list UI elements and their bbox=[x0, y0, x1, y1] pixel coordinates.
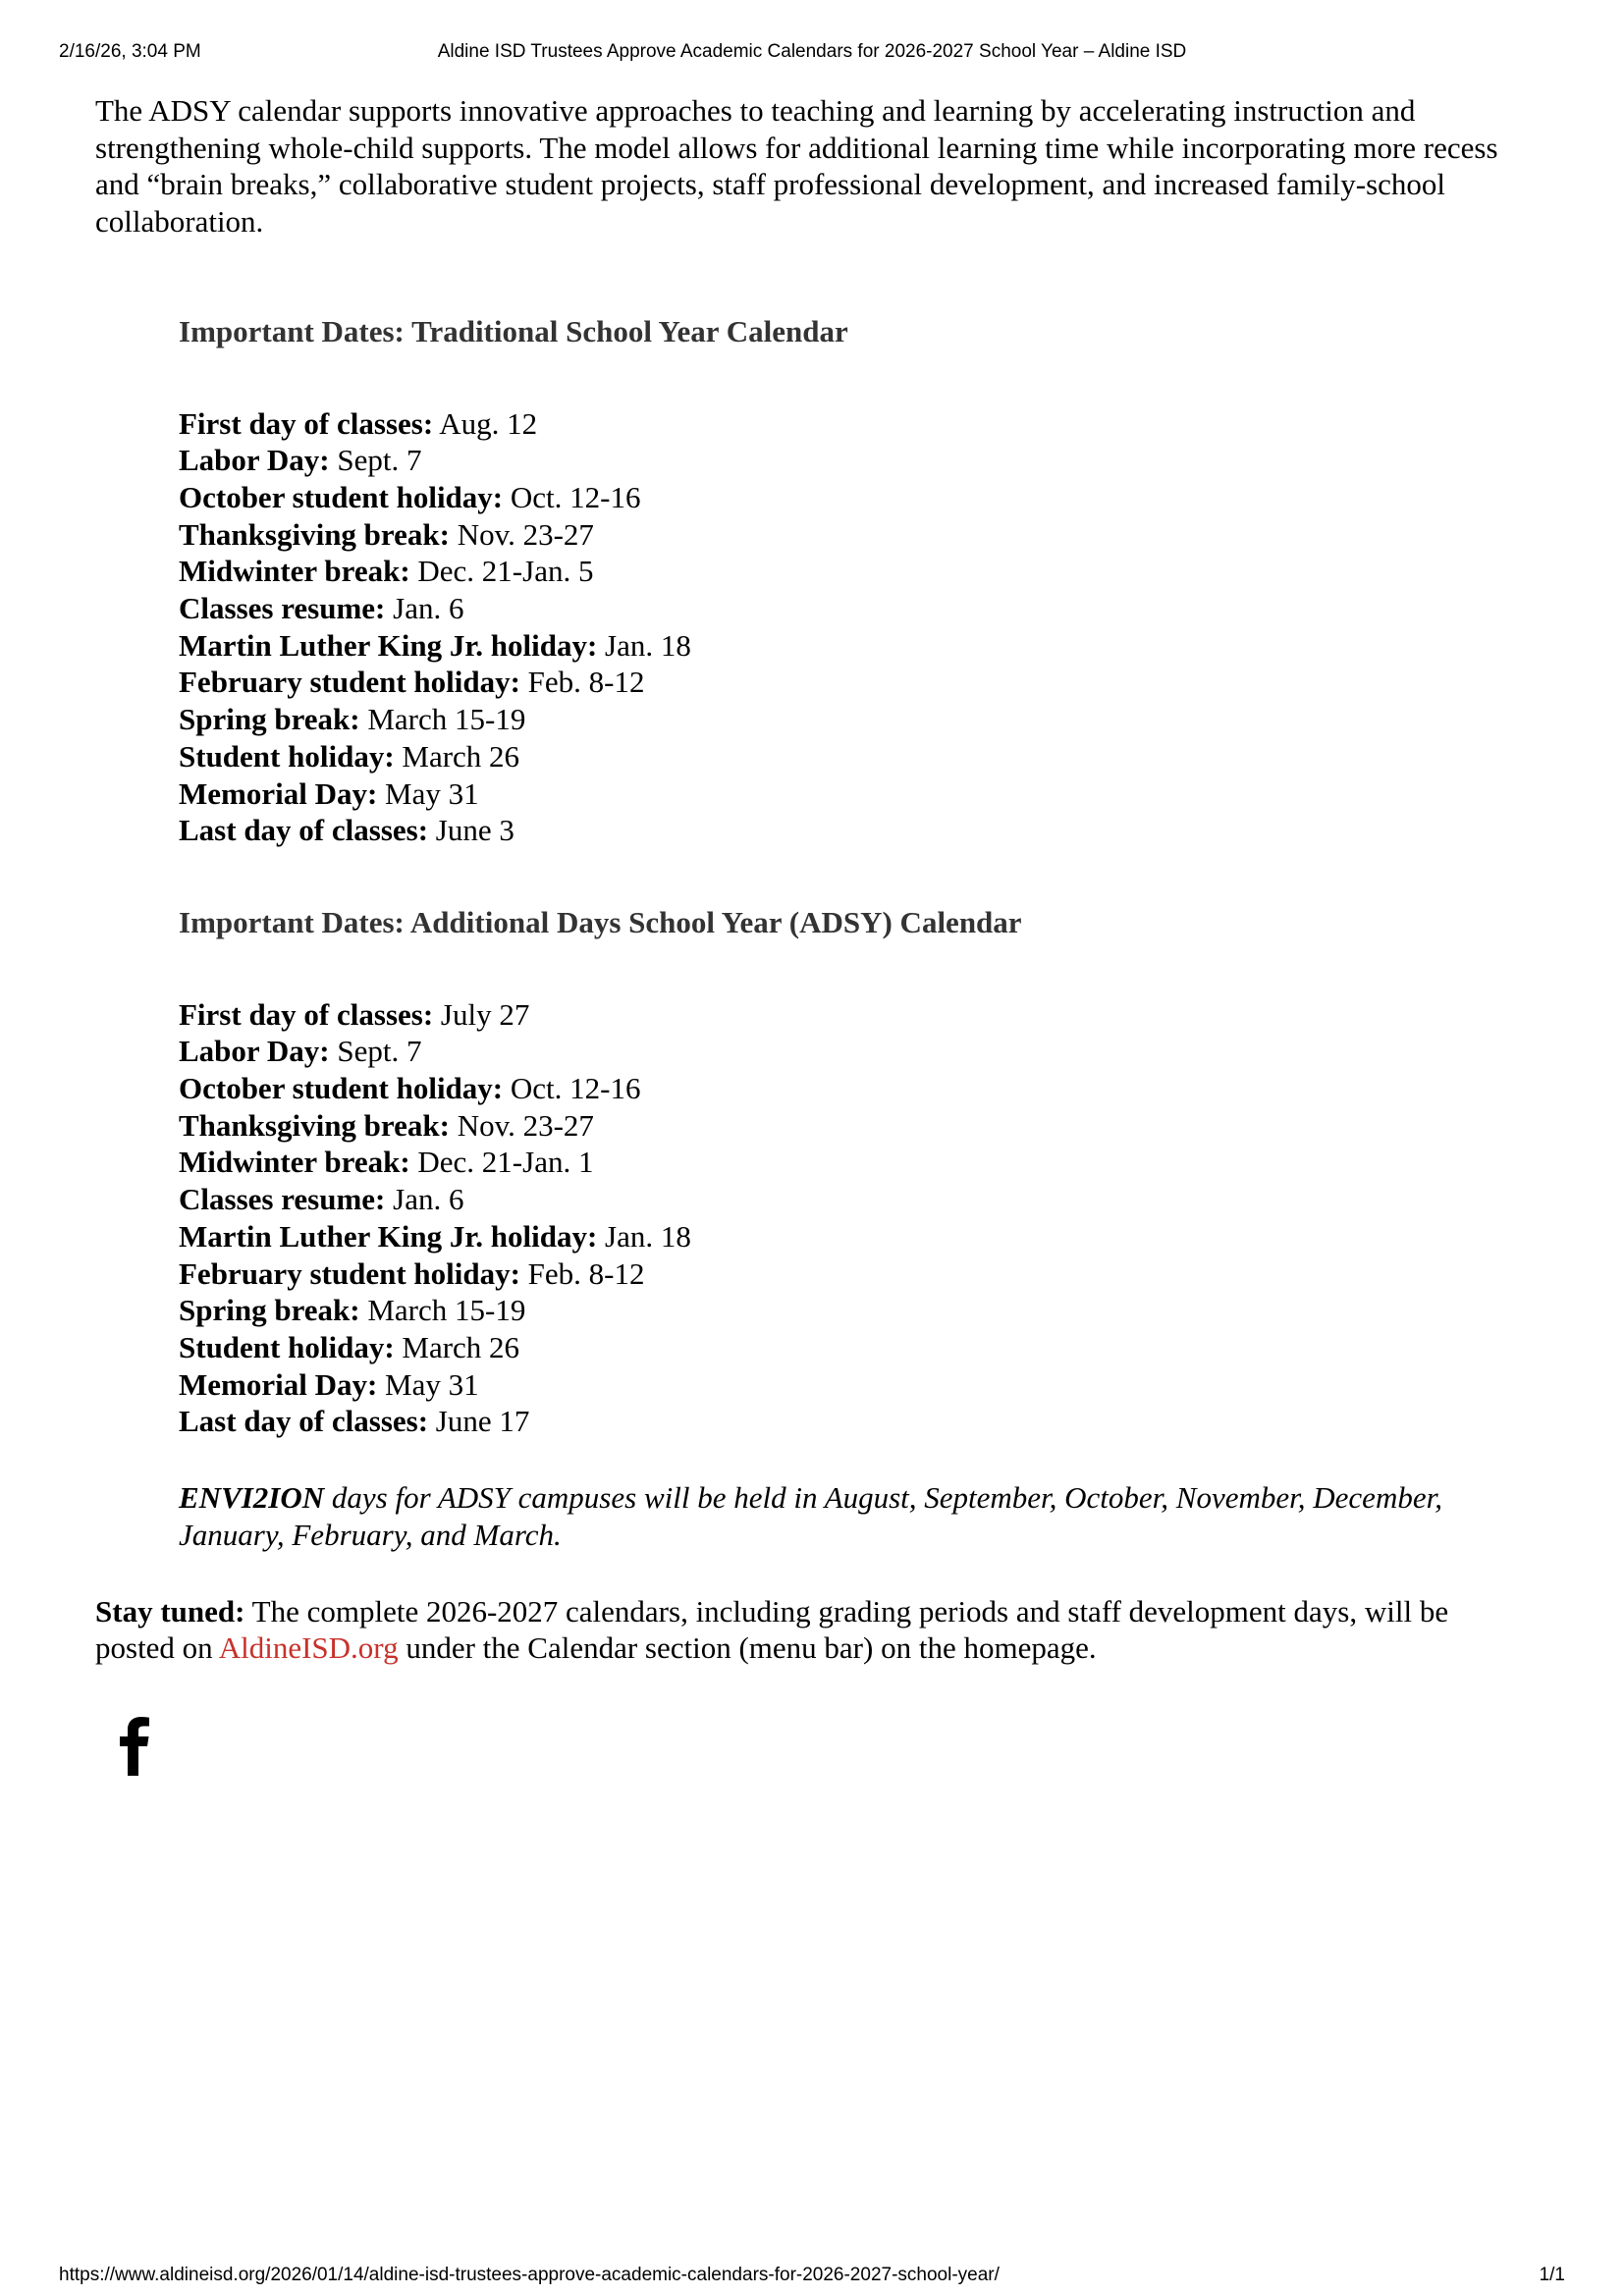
traditional-calendar-section bbox=[179, 313, 1529, 849]
date-item bbox=[179, 1366, 1529, 1404]
date-label: Labor Day: bbox=[179, 1034, 330, 1069]
date-item bbox=[179, 1033, 1529, 1070]
date-value: March 15-19 bbox=[359, 702, 526, 737]
adsy-dates-list bbox=[179, 996, 1529, 1440]
adsy-calendar-heading: Important Dates: Additional Days School Year (ADSY) Calendar bbox=[179, 904, 1022, 939]
stay-tuned-text-after: under the Calendar section (menu bar) on the homepage. bbox=[398, 1630, 1097, 1666]
date-item bbox=[179, 590, 1529, 627]
envision-text: days for ADSY campuses will be held in August, September, October, November, December, January, February, and March. bbox=[179, 1480, 1442, 1552]
date-label: October student holiday: bbox=[179, 479, 504, 514]
date-label: Classes resume: bbox=[179, 1182, 386, 1217]
print-page-number: 1/1 bbox=[1539, 2265, 1565, 2285]
date-item bbox=[179, 627, 1529, 665]
date-label: Memorial Day: bbox=[179, 1366, 378, 1402]
date-label: Midwinter break: bbox=[179, 554, 410, 589]
date-label: First day of classes: bbox=[179, 405, 434, 441]
date-item bbox=[179, 996, 1529, 1034]
date-value: Feb. 8-12 bbox=[519, 1255, 645, 1291]
date-label: Spring break: bbox=[179, 1293, 360, 1328]
date-label: Memorial Day: bbox=[179, 775, 378, 811]
date-value: May 31 bbox=[377, 775, 479, 811]
date-item bbox=[179, 1181, 1529, 1218]
aldineisd-link[interactable]: AldineISD.org bbox=[218, 1630, 399, 1666]
date-value: Sept. 7 bbox=[329, 443, 422, 478]
print-url: https://www.aldineisd.org/2026/01/14/aldine-isd-trustees-approve-academic-calendars-for-2026-2027-school-year/ bbox=[59, 2265, 1000, 2285]
date-value: June 3 bbox=[428, 813, 514, 848]
date-value: Jan. 6 bbox=[385, 1182, 464, 1217]
date-item bbox=[179, 1144, 1529, 1181]
date-item bbox=[179, 1255, 1529, 1293]
facebook-share-link[interactable] bbox=[116, 1717, 155, 1776]
date-value: Feb. 8-12 bbox=[519, 665, 645, 700]
date-value: Aug. 12 bbox=[433, 405, 538, 441]
date-value: Sept. 7 bbox=[329, 1034, 422, 1069]
stay-tuned-label: Stay tuned: bbox=[95, 1593, 245, 1629]
date-label: Classes resume: bbox=[179, 591, 386, 626]
traditional-dates-list bbox=[179, 405, 1529, 849]
date-item bbox=[179, 1403, 1529, 1440]
date-value: Dec. 21-Jan. 1 bbox=[409, 1145, 594, 1180]
date-label: Student holiday: bbox=[179, 1329, 395, 1364]
date-value: March 15-19 bbox=[359, 1293, 526, 1328]
date-value: March 26 bbox=[394, 738, 520, 774]
date-label: Labor Day: bbox=[179, 443, 330, 478]
date-label: Martin Luther King Jr. holiday: bbox=[179, 627, 598, 663]
date-label: Thanksgiving break: bbox=[179, 1107, 450, 1143]
date-label: Thanksgiving break: bbox=[179, 516, 450, 552]
date-label: Student holiday: bbox=[179, 738, 395, 774]
date-item bbox=[179, 701, 1529, 738]
date-item bbox=[179, 1070, 1529, 1107]
date-item bbox=[179, 405, 1529, 443]
stay-tuned-text-before: The complete 2026-2027 calendars, including grading periods and staff development days, will be posted on bbox=[95, 1593, 1449, 1666]
date-value: Oct. 12-16 bbox=[503, 479, 641, 514]
date-item bbox=[179, 738, 1529, 775]
adsy-calendar-section bbox=[179, 904, 1529, 1554]
date-value: July 27 bbox=[433, 996, 530, 1032]
date-item bbox=[179, 553, 1529, 590]
date-item bbox=[179, 1218, 1529, 1255]
date-value: Dec. 21-Jan. 5 bbox=[409, 554, 594, 589]
date-label: February student holiday: bbox=[179, 1255, 520, 1291]
date-value: March 26 bbox=[394, 1329, 520, 1364]
date-item bbox=[179, 1107, 1529, 1145]
facebook-icon bbox=[116, 1717, 155, 1776]
date-item bbox=[179, 1292, 1529, 1329]
print-header bbox=[0, 37, 1624, 67]
date-value: Jan. 18 bbox=[597, 627, 691, 663]
traditional-calendar-heading: Important Dates: Traditional School Year Calendar bbox=[179, 313, 848, 348]
print-datetime: 2/16/26, 3:04 PM bbox=[59, 41, 201, 62]
date-value: Nov. 23-27 bbox=[449, 516, 594, 552]
date-item bbox=[179, 442, 1529, 479]
date-label: Spring break: bbox=[179, 702, 360, 737]
date-label: Last day of classes: bbox=[179, 813, 429, 848]
date-value: May 31 bbox=[377, 1366, 479, 1402]
date-label: February student holiday: bbox=[179, 665, 520, 700]
date-label: Midwinter break: bbox=[179, 1145, 410, 1180]
date-label: Last day of classes: bbox=[179, 1404, 429, 1439]
date-item bbox=[179, 812, 1529, 849]
date-value: June 17 bbox=[428, 1404, 530, 1439]
date-label: First day of classes: bbox=[179, 996, 434, 1032]
date-value: Oct. 12-16 bbox=[503, 1071, 641, 1106]
date-label: Martin Luther King Jr. holiday: bbox=[179, 1218, 598, 1254]
date-item bbox=[179, 479, 1529, 516]
date-value: Jan. 6 bbox=[385, 591, 464, 626]
date-item bbox=[179, 1329, 1529, 1366]
stay-tuned-paragraph bbox=[95, 1593, 1529, 1667]
article-content bbox=[95, 92, 1529, 1667]
date-item bbox=[179, 664, 1529, 701]
date-item bbox=[179, 775, 1529, 813]
print-footer bbox=[0, 2265, 1624, 2292]
date-value: Jan. 18 bbox=[597, 1218, 691, 1254]
envision-note bbox=[179, 1479, 1529, 1553]
envision-brand: ENVI2ION bbox=[179, 1480, 325, 1516]
date-value: Nov. 23-27 bbox=[449, 1107, 594, 1143]
date-label: October student holiday: bbox=[179, 1071, 504, 1106]
print-page-title: Aldine ISD Trustees Approve Academic Calendars for 2026-2027 School Year – Aldine ISD bbox=[437, 41, 1187, 62]
date-item bbox=[179, 516, 1529, 554]
intro-paragraph: The ADSY calendar supports innovative approaches to teaching and learning by accelerating instruction and strengthening whole-child supports. The model allows for additional learning time while incorporating more recess and “brain breaks,” collaborative student projects, staff professional development, and increased family-school collaboration. bbox=[95, 93, 1498, 240]
